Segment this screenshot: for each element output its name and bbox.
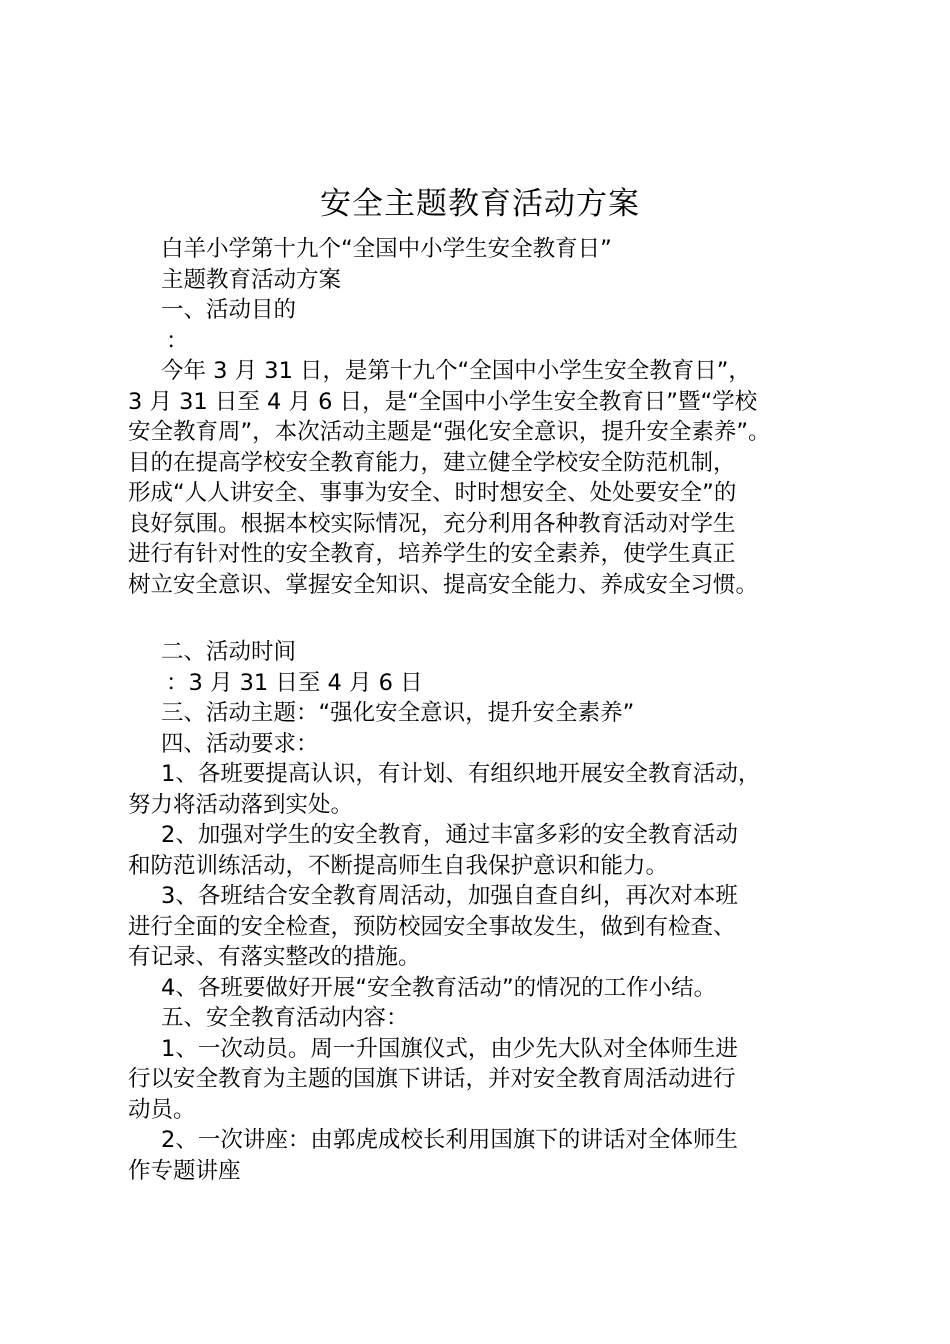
list-item-line: 动员。: [128, 1096, 196, 1123]
list-item-line: 1、一次动员。周一升国旗仪式，由少先大队对全体师生进: [161, 1035, 738, 1062]
list-item-line: 3、各班结合安全教育周活动，加强自查自纠，再次对本班: [161, 883, 738, 909]
section-heading: 五、安全教育活动内容：: [161, 1005, 409, 1031]
paragraph-line: 形成“人人讲安全、事事为安全、时时想安全、处处要安全”的: [128, 480, 737, 506]
blank-line: [128, 600, 848, 637]
list-item-line: 进行全面的安全检查，预防校园安全事故发生，做到有检查、: [128, 913, 736, 940]
list-item-line: 努力将活动落到实处。: [128, 791, 354, 818]
paragraph-line: 3 月 31 日至 4 月 6 日，是“全国中小学生安全教育日”暨“学校: [128, 388, 758, 415]
paragraph-line: 良好氛围。根据本校实际情况，充分利用各种教育活动对学生: [128, 510, 736, 537]
section-value: ：3 月 31 日至 4 月 6 日: [166, 669, 423, 696]
paragraph-line: 目的在提高学校安全教育能力，建立健全学校安全防范机制，: [128, 449, 736, 476]
paragraph-line: 安全教育周”，本次活动主题是“强化安全意识，提升安全素养”。: [128, 419, 771, 445]
document-title: 安全主题教育活动方案: [320, 186, 640, 222]
list-item-line: 1、各班要提高认识，有计划、有组织地开展安全教育活动，: [161, 761, 761, 787]
list-item-line: 2、一次讲座：由郭虎成校长利用国旗下的讲话对全体师生: [161, 1127, 738, 1153]
list-item-line: 作专题讲座: [128, 1157, 241, 1184]
document-body: [128, 234, 848, 1186]
section-heading: 一、活动目的: [161, 297, 297, 323]
paragraph-line: 进行有针对性的安全教育，培养学生的安全素养，使学生真正: [128, 541, 736, 567]
subtitle-line: 白羊小学第十九个“全国中小学生安全教育日”: [161, 236, 612, 262]
list-item-line: 4、各班要做好开展“安全教育活动”的情况的工作小结。: [161, 974, 717, 1001]
section-heading: 四、活动要求：: [161, 730, 319, 757]
list-item-line: 有记录、有落实整改的措施。: [128, 944, 421, 970]
section-heading: 二、活动时间: [161, 639, 297, 665]
list-item-line: 和防范训练活动，不断提高师生自我保护意识和能力。: [128, 852, 669, 879]
paragraph-line: 树立安全意识、掌握安全知识、提高安全能力、养成安全习惯。: [128, 571, 759, 598]
paragraph-line: 今年 3 月 31 日，是第十九个“全国中小学生安全教育日”，: [161, 358, 751, 384]
subtitle-line: 主题教育活动方案: [161, 266, 342, 293]
section-heading: 三、活动主题：“强化安全意识，提升安全素养”: [161, 700, 635, 726]
section-heading-colon: ：: [166, 327, 189, 354]
list-item-line: 2、加强对学生的安全教育，通过丰富多彩的安全教育活动: [161, 822, 738, 848]
list-item-line: 行以安全教育为主题的国旗下讲话，并对安全教育周活动进行: [128, 1066, 736, 1092]
